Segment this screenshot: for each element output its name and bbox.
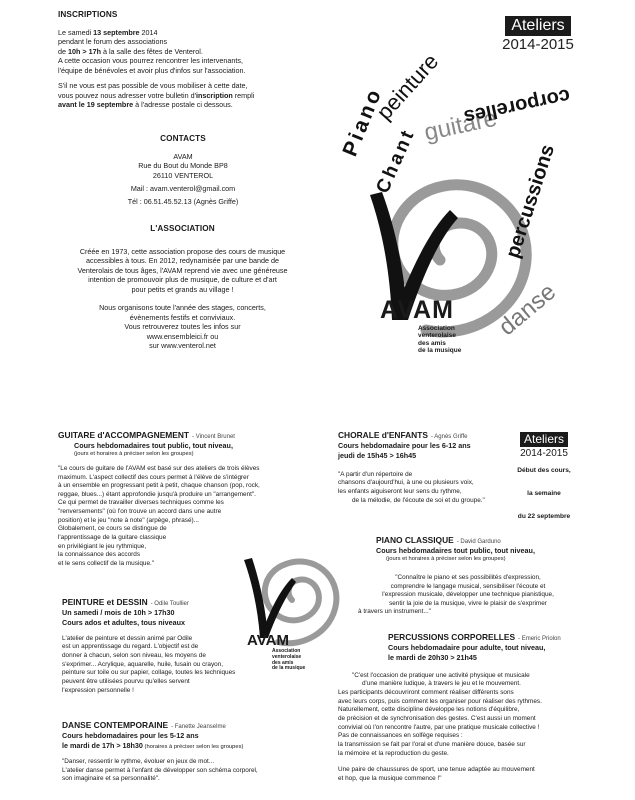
association-section: L'ASSOCIATION Créée en 1973, cette association propose des cours de musique accessibles à tous. En 2012, redynamisée par une bande de Venterolais de tous âges, l'AVAM reprend vie avec une généreuse intention de promouvoir plus de musique, de culture et d'art pour petits et grands au village ! Nous organisons toute l'année des stages, concerts, évènements festifs et conviviaux. Vous retrouverez toutes les infos sur www.ensembleici.fr ou sur www.venterol.net	[50, 224, 315, 351]
chorale-title: CHORALE d'ENFANTS	[338, 430, 428, 440]
piano-title: PIANO CLASSIQUE	[376, 535, 454, 545]
word-piano: Piano	[338, 84, 387, 160]
peinture-teacher: - Odile Toullier	[150, 601, 189, 607]
ateliers-label: Ateliers	[505, 16, 570, 36]
guitare-teacher: - Vincent Brunet	[192, 434, 235, 440]
chorale-section: CHORALE d'ENFANTS - Agnès Griffe Cours hebdomadaire pour les 6-12 ans jeudi de 15h45 > 16h45 "A partir d'un répertoire de chansons d'aujourd'hui, à une ou plusieurs voix, les enfants aiguiseront leur sens du rythme, de la mélodie, de l'écoute de soi et du groupe."	[338, 430, 485, 504]
word-corporelles: corporelles	[461, 84, 573, 128]
avam-logo-top: AVAM Association venterolaise des amis de la musique	[380, 296, 490, 355]
word-peinture: peinture	[371, 48, 444, 125]
inscriptions-section: INSCRIPTIONS Le samedi 13 septembre 2014 pendant le forum des associations de 10h > 17h à la salle des fêtes de Venterol. A cette occasion vous pourrez rencontrer les intervenants, l'équipe de bénévoles et avoir plus d'infos sur l'association. S'il ne vous est pas possible de vous mobiliser à cette date, vous pouvez nous adresser votre bulletin d'inscription rempli avant le 19 septembre à l'adresse postale ci dessous.	[58, 10, 308, 110]
piano-section: PIANO CLASSIQUE - David Garduno Cours hebdomadaires tout public, tout niveau, (jours et horaires à préciser selon les groupes) "Connaître le piano et ses possibilités d'expression, comprendre le langage musical, sensibiliser l'écoute et l'expression musicale, développer une technique pianistique, sentir la joie de la musique, vivre le plaisir de s'exprimer à travers un instrument..."	[358, 535, 554, 616]
guitare-title: GUITARE d'ACCOMPAGNEMENT	[58, 430, 190, 440]
contact-tel: Tél : 06.51.45.52.13 (Agnès Griffe)	[127, 196, 239, 206]
percussions-teacher: - Emeric Priolon	[518, 636, 561, 642]
avam-logo-middle: AVAM Association venterolaise des amis de la musique	[247, 632, 306, 672]
word-guitare: guitare	[421, 104, 500, 147]
contacts-heading: CONTACTS	[160, 134, 206, 143]
guitare-section: GUITARE d'ACCOMPAGNEMENT - Vincent Brunet Cours hebdomadaires tout public, tout niveau, (jours et horaires à préciser selon les groupes) "Le cours de guitare de l'AVAM est basé sur des ateliers de trois élèves maximum. L'aspect collectif des cours permet à l'élève de s'intégrer à un ensemble en progressant petit à petit, chaque chanson (pop, rock, reggae, blues...) étant approfondie jusqu'à produire un "arrangement". Ce qui permet de travailler diverses techniques comme les "renversements" (où l'on trouve un accord dans une autre position) et le jeu "note à note" (arpège, phrasé)... Globalement, ce cours se distingue de l'apprentissage de la guitare classique en privilégiant le jeu rythmique, la connaissance des accords et le sens collectif de la musique."	[58, 430, 260, 567]
word-chant: Chant	[372, 125, 420, 197]
word-danse: danse	[493, 278, 562, 341]
association-heading: L'ASSOCIATION	[150, 224, 215, 233]
avam-logo-text: AVAM	[380, 296, 454, 324]
word-percussions: percussions	[501, 141, 560, 261]
contacts-section: CONTACTS AVAM Rue du Bout du Monde BP8 26110 VENTEROL Mail : avam.venterol@gmail.com Tél : 06.51.45.52.13 (Agnès Griffe)	[58, 134, 308, 206]
danse-section: DANSE CONTEMPORAINE - Fanette Jeanselme Cours hebdomadaires pour les 5-12 ans le mardi de 17h > 18h30 (horaires à préciser selon les groupes) "Danser, ressentir le rythme, évoluer en jeux de mot... L'atelier danse permet à l'enfant de développer son schéma corporel, son imaginaire et sa personnalité".	[62, 720, 258, 783]
percussions-title: PERCUSSIONS CORPORELLES	[388, 632, 516, 642]
start-badge: Ateliers 2014-2015 Début des cours, la semaine du 22 septembre	[517, 432, 571, 520]
contact-mail: Mail : avam.venterol@gmail.com	[130, 184, 236, 194]
years-label: 2014-2015	[502, 36, 574, 53]
danse-teacher: - Fanette Jeanselme	[171, 724, 226, 730]
piano-teacher: - David Garduno	[456, 539, 501, 545]
peinture-title: PEINTURE et DESSIN	[62, 597, 148, 607]
inscriptions-heading: INSCRIPTIONS	[58, 10, 118, 19]
percussions-section: PERCUSSIONS CORPORELLES - Emeric Priolon Cours hebdomadaire pour adulte, tout niveau, le mardi de 20h30 > 21h45 "C'est l'occasion de pratiquer une activité physique et musicale d'une manière ludique, à travers le jeu et le mouvement. Les participants découvriront comment réaliser différents sons avec leurs corps, puis comment les organiser pour réaliser des rythmes. Naturellement, cette discipline développe les notions d'équilibre, de précision et de synchronisation des gestes. C'est aussi un moment convivial où l'on rencontre l'autre, par une pratique musicale collective ! Pas de connaissances en solfège requises : la transmission se fait par l'oral et d'une manière douce, basée sur la mémoire et la reproduction du geste. Une paire de chaussures de sport, une tenue adaptée au mouvement et hop, que la musique commence !"	[338, 632, 561, 782]
chorale-teacher: - Agnès Griffe	[430, 434, 468, 440]
danse-title: DANSE CONTEMPORAINE	[62, 720, 169, 730]
peinture-section: PEINTURE et DESSIN - Odile Toullier Un samedi / mois de 10h > 17h30 Cours ados et adultes, tous niveaux L'atelier de peinture et dessin animé par Odile est un apprentissage du regard. L'objectif est de donner à chacun, selon son niveau, les moyens de s'exprimer... Acrylique, aquarelle, huile, fusain ou crayon, peinture sur toile ou sur papier, collage, toutes les techniques peuvent être utilisées pourvu qu'elles servent l'expression personnelle !	[62, 597, 236, 694]
ateliers-header	[488, 16, 588, 53]
